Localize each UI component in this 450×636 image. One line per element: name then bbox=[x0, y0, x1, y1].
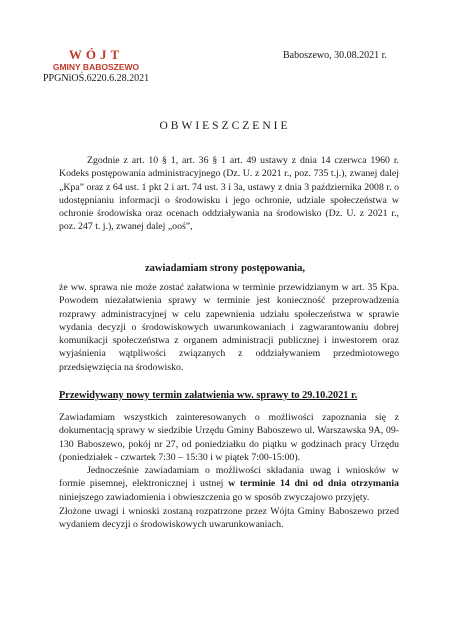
delay-reason-paragraph: że ww. sprawa nie może zostać załatwiona w terminie przewidzianym w art. 35 Kpa. Powodem niezałatwienia sprawy w terminie jest konieczność przeprowadzenia rozprawy administracyjnej w celu zapewnienia udziału społeczeństwa w sprawie wydania decyzji o środowiskowych uwarunkowaniach i zagwarantowaniu dobrej komunikacji społeczeństwa z organem administracji publicznej i inwestorem oraz wyjaśnienia wątpliwości związanych z oddziaływaniem przedmiotowego przedsięwzięcia na środowisko. bbox=[59, 282, 399, 373]
new-deadline-line bbox=[59, 389, 399, 402]
document-title: OBWIESZCZENIE bbox=[159, 120, 291, 132]
comments-text-after: niniejszego zawiadomienia i obwieszczenia go w sposób zwyczajowo przyjęty. bbox=[59, 491, 370, 503]
document-date: Baboszewo, 30.08.2021 r. bbox=[283, 50, 387, 61]
closing-paragraph: Złożone uwagi i wnioski zostaną rozpatrzone przez Wójta Gminy Baboszewo przed wydaniem decyzji o środowiskowych uwarunkowaniach. bbox=[59, 506, 399, 531]
comments-text-before: Jednocześnie zawiadamiam o możliwości składania uwag i wniosków w formie pisemnej, elektronicznej i ustnej bbox=[59, 465, 399, 490]
documentation-access-paragraph: Zawiadamiam wszystkich zainteresowanych o możliwości zapoznania się z dokumentacją sprawy w siedzibie Urzędu Gminy Baboszewo ul. Warszawska 9A, 09-130 Baboszewo, pokój nr 27, od poniedziałku do piątku w godzinach pracy Urzędu (poniedziałek - czwartek 7:30 – 15:30 i w piątek 7:00-15:00). bbox=[59, 412, 399, 463]
comments-paragraph bbox=[59, 464, 399, 504]
new-deadline-text: Przewidywany nowy termin załatwienia ww. sprawy to 29.10.2021 r. bbox=[59, 390, 358, 401]
gmina-heading: GMINY BABOSZEWO bbox=[52, 62, 140, 72]
legal-basis-paragraph: Zgodnie z art. 10 § 1, art. 36 § 1 art. 49 ustawy z dnia 14 czerwca 1960 r. Kodeks postępowania administracyjnego (Dz. U. z 2021 r., poz. 735 t.j.), zwanej dalej „Kpa” oraz z 64 ust. 1 pkt 2 i art. 74 ust. 3 i 3a, ustawy z dnia 3 października 2008 r. o udostępnianiu informacji o środowisku i jego ochronie, udziale społeczeństwa w ochronie środowiska oraz ocenach oddziaływania na środowisko (Dz. U. z 2021 r., poz. 247 t. j.), zwanej dalej „ooś”, bbox=[59, 155, 399, 233]
comments-deadline: w terminie 14 dni od dnia otrzymania bbox=[228, 478, 399, 490]
wojt-heading: WÓJT bbox=[68, 47, 124, 62]
notice-line: zawiadamiam strony postępowania, bbox=[145, 263, 305, 274]
case-reference: PPGNiOŚ.6220.6.28.2021 bbox=[43, 73, 150, 84]
